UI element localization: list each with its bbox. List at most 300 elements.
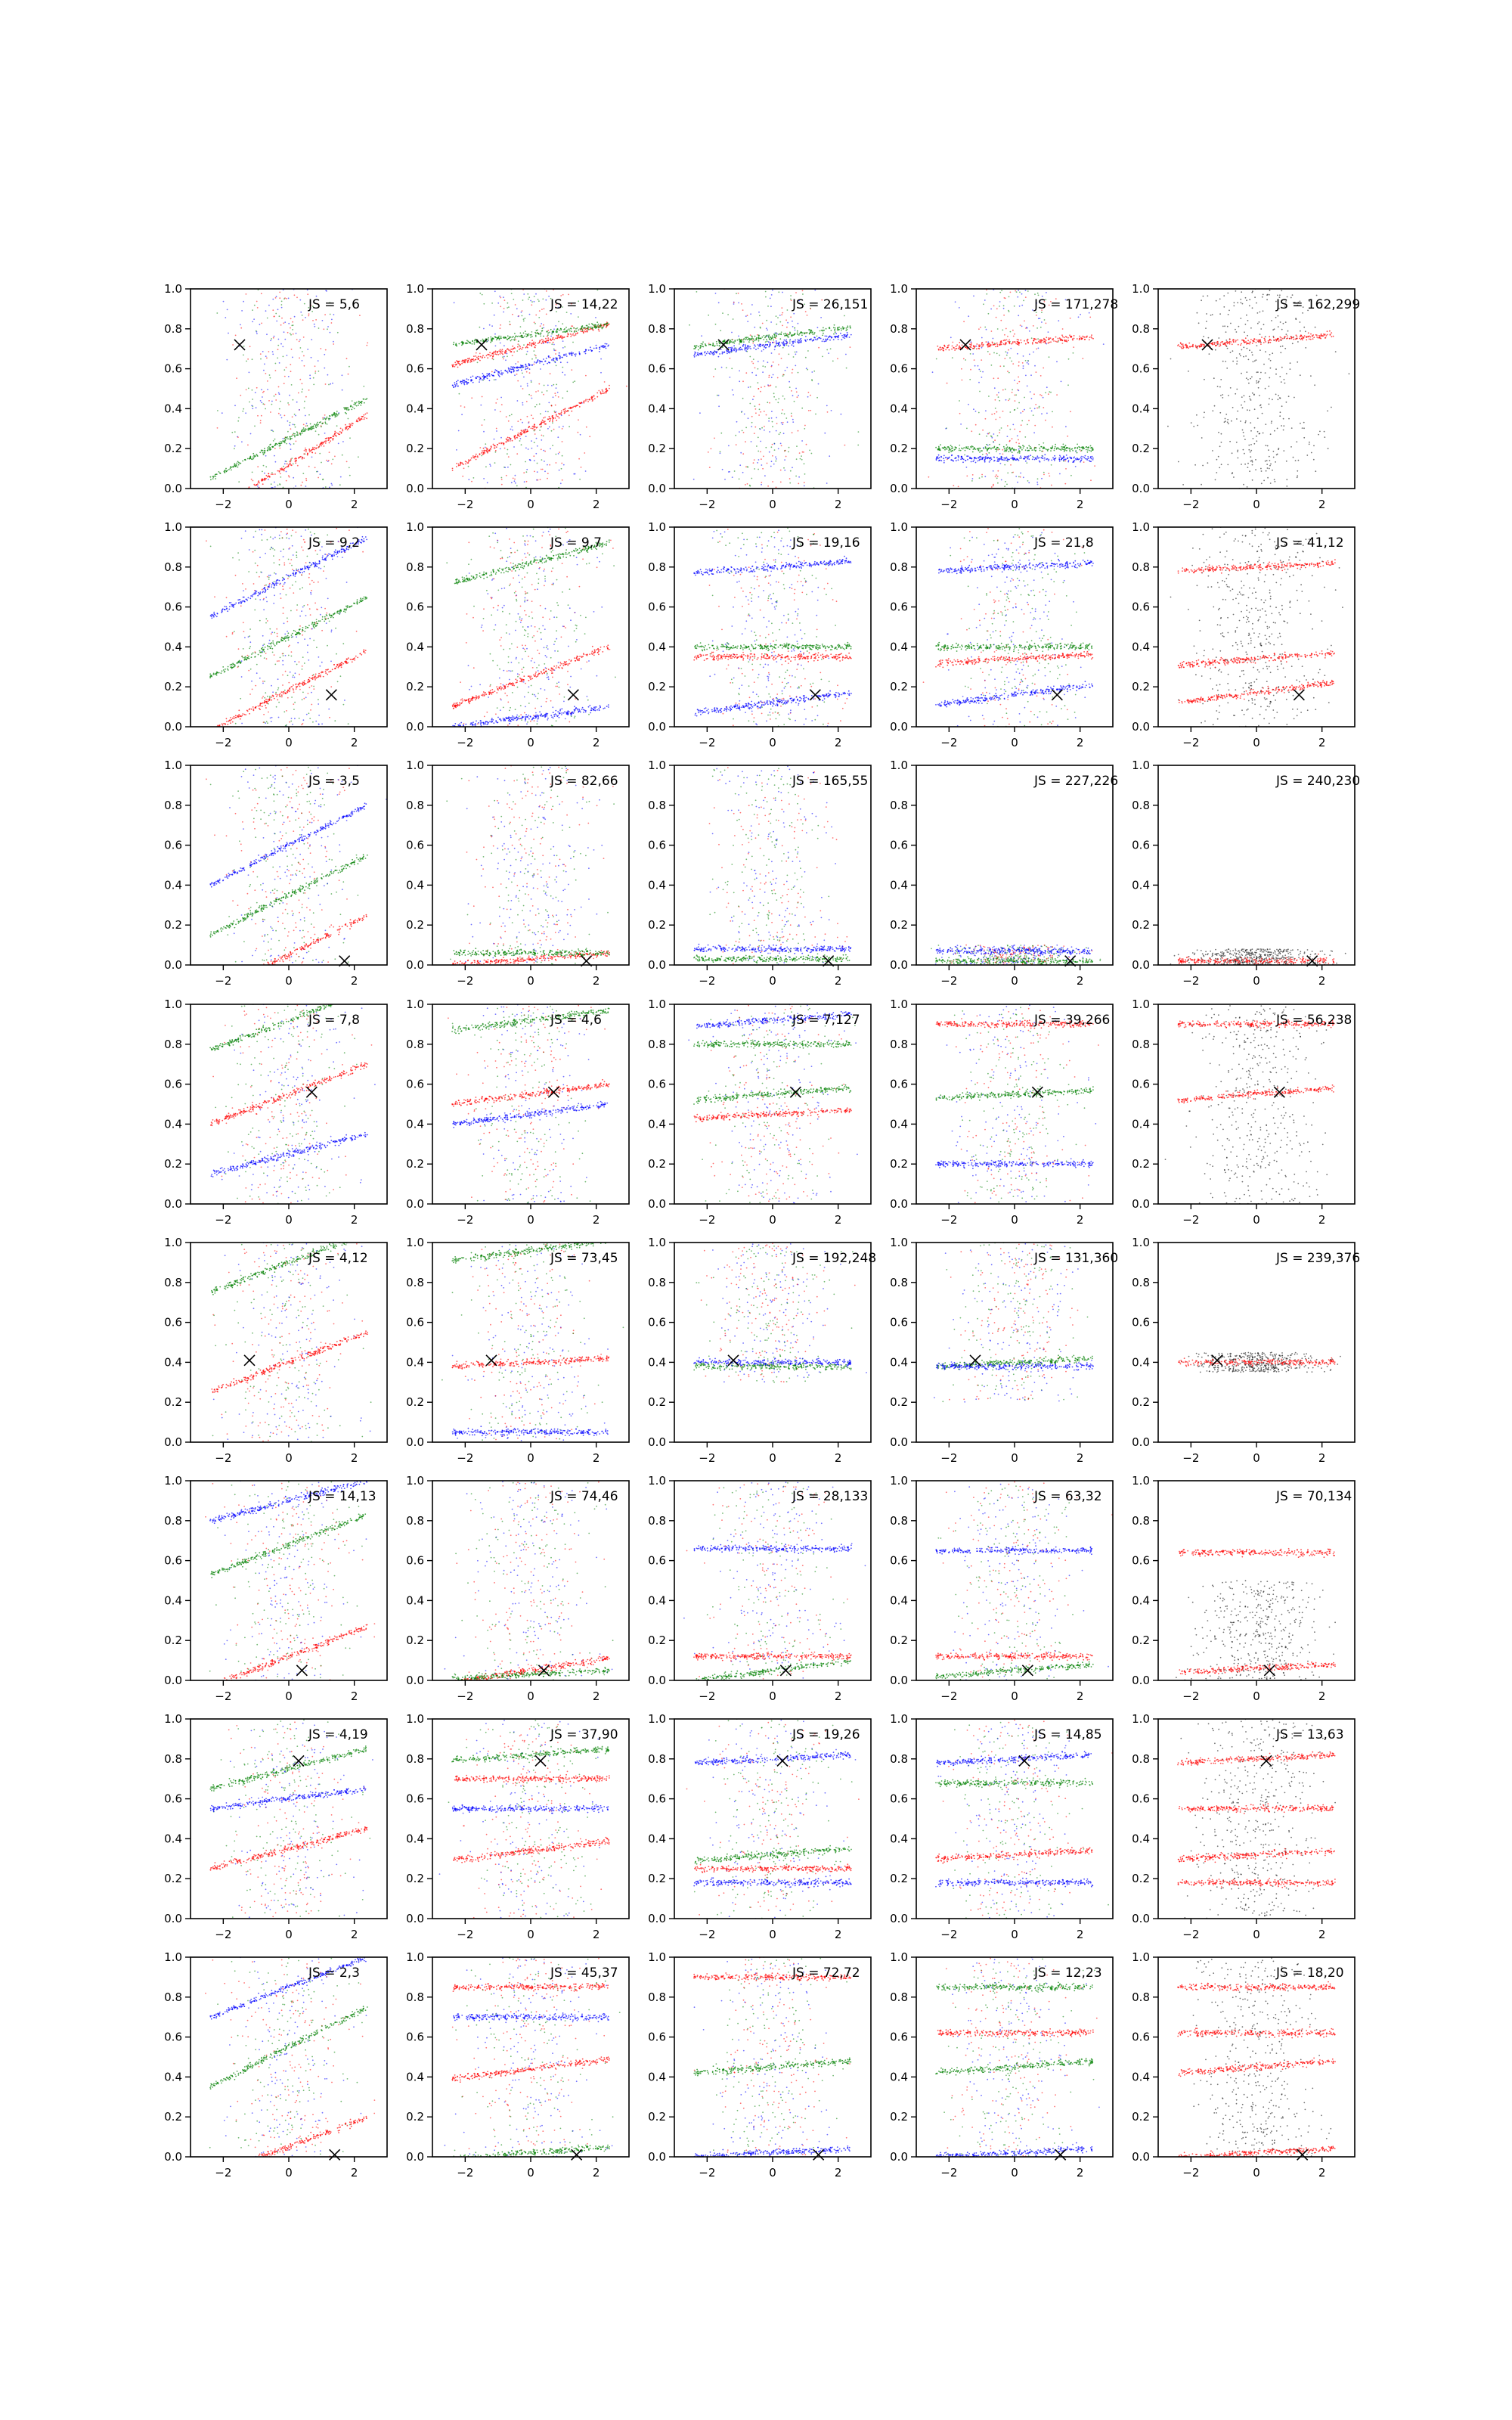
- scatter-point: [1048, 343, 1049, 344]
- scatter-point: [1226, 368, 1228, 369]
- scatter-point: [1005, 448, 1007, 449]
- scatter-point: [974, 359, 975, 361]
- scatter-point: [1287, 330, 1289, 332]
- scatter-point: [559, 330, 561, 331]
- scatter-point: [951, 455, 953, 456]
- scatter-point: [234, 405, 236, 406]
- scatter-point: [1019, 458, 1021, 459]
- scatter-point: [527, 293, 528, 295]
- scatter-point: [308, 430, 309, 431]
- scatter-point: [974, 448, 976, 450]
- scatter-point: [499, 339, 500, 340]
- scatter-point: [1280, 321, 1281, 323]
- scatter-point: [504, 299, 506, 301]
- scatter-point: [574, 331, 575, 333]
- scatter-point: [304, 430, 305, 432]
- scatter-point: [507, 339, 508, 340]
- scatter-point: [834, 324, 835, 326]
- scatter-point: [280, 441, 281, 442]
- scatter-point: [777, 402, 779, 403]
- scatter-point: [773, 334, 775, 336]
- scatter-point: [350, 405, 352, 407]
- scatter-point: [336, 413, 337, 414]
- scatter-point: [778, 399, 779, 400]
- scatter-point: [572, 407, 573, 408]
- scatter-point: [481, 455, 482, 457]
- scatter-point: [538, 299, 539, 300]
- scatter-point: [753, 341, 754, 343]
- scatter-point: [291, 384, 293, 386]
- scatter-point: [993, 338, 994, 340]
- scatter-point: [343, 407, 345, 408]
- scatter-point: [740, 349, 742, 351]
- scatter-point: [483, 303, 485, 305]
- scatter-point: [1081, 458, 1083, 460]
- scatter-point: [1271, 420, 1272, 422]
- scatter-point: [463, 383, 465, 384]
- scatter-point: [512, 314, 513, 315]
- scatter-point: [456, 449, 457, 451]
- scatter-point: [527, 416, 528, 417]
- scatter-point: [984, 458, 986, 460]
- scatter-point: [1004, 358, 1005, 359]
- scatter-point: [571, 411, 572, 412]
- scatter-point: [326, 438, 327, 439]
- scatter-point: [600, 358, 602, 360]
- scatter-point: [951, 448, 953, 449]
- scatter-point: [758, 344, 759, 346]
- scatter-point: [749, 486, 751, 487]
- scatter-point: [1270, 368, 1272, 369]
- scatter-point: [496, 370, 497, 371]
- scatter-point: [782, 396, 784, 397]
- scatter-point: [732, 476, 733, 478]
- scatter-point: [562, 479, 563, 481]
- scatter-point: [1020, 476, 1021, 478]
- scatter-point: [730, 377, 731, 378]
- scatter-point: [1052, 427, 1053, 428]
- scatter-point: [214, 511, 215, 513]
- scatter-point: [1247, 320, 1249, 321]
- scatter-point: [482, 451, 484, 453]
- scatter-point: [1046, 337, 1047, 338]
- scatter-point: [1048, 473, 1049, 474]
- scatter-point: [454, 382, 456, 383]
- scatter-point: [1309, 444, 1310, 445]
- scatter-point: [969, 457, 971, 458]
- scatter-point: [540, 334, 541, 335]
- scatter-point: [745, 338, 747, 340]
- scatter-point: [1058, 340, 1059, 342]
- scatter-point: [1080, 461, 1081, 463]
- scatter-point: [288, 466, 290, 467]
- scatter-point: [324, 445, 325, 447]
- scatter-point: [457, 386, 459, 387]
- scatter-point: [584, 400, 585, 402]
- scatter-point: [1295, 460, 1297, 461]
- scatter-point: [520, 333, 522, 334]
- scatter-point: [1232, 407, 1234, 408]
- scatter-point: [1248, 383, 1250, 384]
- scatter-point: [1245, 324, 1247, 325]
- scatter-point: [719, 345, 720, 346]
- scatter-point: [508, 439, 510, 441]
- scatter-point: [1178, 461, 1179, 463]
- scatter-point: [482, 450, 483, 451]
- scatter-point: [792, 395, 794, 396]
- scatter-point: [1048, 339, 1049, 340]
- scatter-point: [801, 440, 803, 442]
- scatter-point: [758, 382, 759, 383]
- scatter-point: [244, 493, 246, 495]
- scatter-point: [747, 346, 748, 348]
- scatter-point: [489, 375, 491, 377]
- scatter-point: [287, 420, 289, 422]
- scatter-point: [497, 302, 499, 304]
- scatter-point: [1007, 436, 1009, 437]
- scatter-point: [789, 478, 791, 479]
- scatter-point: [1246, 371, 1247, 373]
- scatter-point: [764, 430, 765, 431]
- scatter-point: [772, 335, 773, 337]
- scatter-point: [986, 341, 987, 343]
- x-tick-label: 2: [1077, 498, 1084, 511]
- scatter-point: [284, 442, 286, 444]
- scatter-point: [281, 301, 283, 302]
- scatter-point: [1225, 361, 1226, 362]
- scatter-point: [245, 492, 246, 494]
- scatter-point: [996, 474, 997, 476]
- scatter-point: [534, 301, 535, 302]
- scatter-point: [1244, 422, 1246, 424]
- scatter-point: [1069, 457, 1070, 458]
- scatter-point: [476, 459, 477, 461]
- scatter-point: [234, 448, 235, 449]
- scatter-point: [1048, 331, 1049, 333]
- scatter-point: [937, 346, 938, 347]
- scatter-point: [1250, 444, 1252, 445]
- scatter-point: [1243, 356, 1244, 358]
- scatter-point: [599, 351, 600, 352]
- scatter-point: [823, 341, 825, 343]
- scatter-point: [302, 433, 303, 434]
- scatter-point: [291, 436, 293, 437]
- scatter-point: [340, 476, 342, 478]
- scatter-point: [1011, 343, 1012, 345]
- scatter-point: [784, 344, 785, 346]
- scatter-point: [559, 417, 560, 419]
- scatter-point: [492, 352, 494, 354]
- scatter-point: [488, 373, 490, 374]
- y-tick-label: 0.2: [164, 442, 182, 455]
- scatter-point: [858, 431, 860, 433]
- scatter-point: [816, 397, 818, 399]
- scatter-point: [1080, 314, 1081, 315]
- scatter-point: [754, 346, 756, 347]
- scatter-point: [951, 446, 953, 448]
- scatter-point: [297, 465, 299, 467]
- scatter-point: [310, 427, 311, 428]
- scatter-point: [525, 368, 526, 370]
- scatter-point: [1268, 449, 1269, 451]
- scatter-point: [553, 359, 554, 361]
- scatter-point: [1027, 339, 1029, 340]
- scatter-point: [795, 365, 796, 367]
- scatter-point: [306, 423, 308, 424]
- scatter-point: [576, 330, 578, 332]
- scatter-point: [800, 458, 801, 460]
- scatter-point: [1274, 479, 1275, 480]
- scatter-point: [811, 330, 813, 332]
- scatter-point: [1012, 392, 1013, 393]
- scatter-point: [1031, 337, 1033, 339]
- scatter-point: [802, 290, 804, 292]
- scatter-point: [1077, 458, 1078, 459]
- scatter-point: [765, 291, 767, 293]
- scatter-point: [304, 303, 305, 305]
- scatter-point: [965, 359, 966, 361]
- scatter-point: [261, 449, 262, 451]
- scatter-point: [754, 327, 755, 328]
- scatter-point: [483, 450, 485, 451]
- scatter-point: [290, 463, 291, 464]
- scatter-point: [1002, 449, 1003, 451]
- scatter-point: [1073, 458, 1074, 459]
- scatter-point: [996, 411, 998, 413]
- scatter-point: [473, 342, 475, 343]
- scatter-point: [941, 349, 943, 350]
- scatter-point: [1259, 349, 1261, 351]
- scatter-point: [701, 335, 702, 337]
- scatter-point: [318, 360, 319, 361]
- scatter-point: [1040, 342, 1042, 343]
- scatter-point: [772, 342, 773, 343]
- scatter-point: [758, 348, 759, 349]
- scatter-point: [284, 376, 286, 377]
- scatter-point: [585, 353, 587, 355]
- scatter-point: [1004, 334, 1005, 336]
- scatter-point: [993, 352, 995, 354]
- scatter-point: [567, 361, 569, 363]
- scatter-point: [810, 395, 811, 396]
- scatter-point: [1265, 351, 1266, 352]
- scatter-point: [997, 377, 999, 379]
- scatter-point: [1029, 354, 1030, 355]
- scatter-point: [287, 466, 288, 467]
- scatter-point: [274, 482, 275, 483]
- scatter-point: [1027, 458, 1029, 459]
- scatter-point: [500, 336, 502, 337]
- scatter-point: [1032, 456, 1033, 458]
- scatter-point: [745, 427, 747, 429]
- scatter-point: [1281, 367, 1283, 368]
- scatter-point: [511, 369, 513, 371]
- scatter-point: [501, 484, 503, 486]
- scatter-point: [1005, 328, 1007, 330]
- scatter-point: [820, 330, 821, 332]
- scatter-point: [1036, 455, 1038, 457]
- scatter-point: [805, 336, 807, 337]
- scatter-point: [534, 361, 535, 363]
- scatter-point: [814, 290, 816, 291]
- scatter-point: [275, 461, 277, 463]
- scatter-point: [524, 433, 525, 434]
- scatter-point: [356, 402, 358, 403]
- scatter-point: [764, 346, 765, 348]
- scatter-point: [526, 481, 528, 482]
- scatter-point: [1239, 353, 1241, 355]
- scatter-point: [314, 447, 316, 448]
- scatter-point: [711, 448, 712, 450]
- scatter-point: [232, 501, 234, 502]
- scatter-point: [303, 424, 305, 426]
- scatter-point: [328, 384, 330, 386]
- scatter-point: [585, 331, 587, 333]
- scatter-point: [943, 350, 944, 352]
- scatter-point: [1009, 296, 1010, 298]
- plot-area: [1158, 289, 1355, 489]
- scatter-point: [599, 347, 600, 349]
- scatter-point: [490, 337, 491, 338]
- scatter-point: [472, 376, 474, 377]
- scatter-point: [743, 340, 745, 341]
- scatter-point: [1077, 447, 1078, 448]
- scatter-point: [1028, 445, 1030, 447]
- scatter-point: [841, 328, 842, 330]
- scatter-point: [764, 475, 766, 476]
- scatter-point: [523, 472, 525, 473]
- scatter-point: [792, 419, 794, 420]
- scatter-point: [996, 394, 998, 396]
- scatter-point: [573, 335, 575, 337]
- scatter-point: [1253, 394, 1255, 396]
- scatter-point: [936, 458, 937, 459]
- scatter-point: [776, 324, 777, 325]
- scatter-point: [739, 431, 740, 433]
- scatter-point: [556, 414, 557, 415]
- scatter-point: [290, 371, 292, 372]
- scatter-point: [784, 399, 785, 400]
- scatter-point: [332, 383, 333, 384]
- scatter-point: [838, 339, 839, 340]
- scatter-point: [563, 331, 565, 333]
- scatter-point: [565, 353, 567, 355]
- scatter-point: [483, 478, 485, 479]
- scatter-point: [342, 430, 343, 432]
- scatter-point: [1021, 293, 1023, 295]
- scatter-point: [804, 425, 806, 427]
- scatter-point: [294, 294, 296, 296]
- scatter-point: [730, 347, 731, 349]
- scatter-point: [943, 455, 945, 457]
- scatter-point: [324, 414, 326, 416]
- scatter-point: [731, 350, 733, 352]
- scatter-point: [776, 399, 777, 401]
- scatter-point: [522, 422, 523, 424]
- scatter-point: [277, 345, 279, 346]
- scatter-point: [1313, 459, 1315, 461]
- scatter-point: [493, 444, 494, 445]
- scatter-point: [308, 313, 310, 315]
- scatter-point: [724, 340, 726, 342]
- scatter-point: [484, 357, 485, 358]
- scatter-point: [231, 432, 233, 433]
- scatter-point: [349, 426, 350, 427]
- scatter-point: [549, 342, 550, 343]
- scatter-point: [516, 486, 518, 487]
- scatter-point: [519, 348, 521, 349]
- scatter-point: [1263, 364, 1265, 365]
- scatter-point: [811, 371, 813, 373]
- scatter-point: [1250, 450, 1252, 451]
- scatter-point: [490, 465, 491, 467]
- scatter-point: [554, 412, 556, 414]
- scatter-point: [827, 411, 829, 413]
- scatter-point: [244, 459, 246, 461]
- scatter-point: [314, 371, 316, 372]
- scatter-point: [795, 476, 797, 477]
- scatter-point: [312, 320, 314, 321]
- scatter-point: [810, 410, 811, 411]
- scatter-point: [813, 371, 815, 372]
- scatter-point: [733, 302, 735, 303]
- scatter-point: [1012, 389, 1013, 391]
- y-tick-label: 0.6: [164, 362, 182, 376]
- scatter-point: [549, 464, 550, 466]
- scatter-point: [761, 458, 762, 460]
- scatter-point: [727, 342, 728, 343]
- scatter-point: [833, 334, 835, 335]
- scatter-point: [1244, 401, 1246, 402]
- scatter-point: [1270, 360, 1272, 361]
- scatter-point: [1067, 384, 1069, 386]
- scatter-point: [577, 327, 578, 329]
- scatter-point: [1182, 484, 1184, 486]
- scatter-point: [702, 354, 703, 355]
- scatter-point: [831, 330, 832, 331]
- scatter-point: [555, 417, 556, 419]
- scatter-point: [333, 439, 334, 440]
- scatter-point: [1254, 360, 1256, 361]
- scatter-point: [1043, 472, 1045, 473]
- scatter-point: [809, 329, 810, 330]
- scatter-point: [325, 349, 327, 351]
- scatter-point: [742, 309, 744, 311]
- scatter-point: [1067, 458, 1068, 459]
- scatter-point: [727, 353, 728, 355]
- scatter-point: [1019, 306, 1021, 307]
- scatter-point: [1074, 460, 1076, 461]
- scatter-point: [1250, 399, 1251, 400]
- scatter-point: [1282, 346, 1284, 347]
- scatter-point: [1032, 342, 1033, 343]
- scatter-point: [491, 358, 493, 359]
- scatter-point: [1328, 448, 1329, 449]
- scatter-point: [295, 415, 296, 417]
- scatter-point: [534, 323, 536, 324]
- scatter-point: [479, 454, 481, 455]
- scatter-point: [279, 393, 280, 395]
- scatter-point: [303, 337, 305, 338]
- scatter-point: [1062, 328, 1064, 330]
- scatter-point: [289, 443, 290, 445]
- scatter-point: [1012, 451, 1013, 453]
- scatter-point: [500, 374, 502, 375]
- scatter-point: [498, 350, 500, 352]
- scatter-point: [1249, 396, 1250, 398]
- scatter-point: [286, 480, 287, 482]
- scatter-point: [1052, 457, 1054, 458]
